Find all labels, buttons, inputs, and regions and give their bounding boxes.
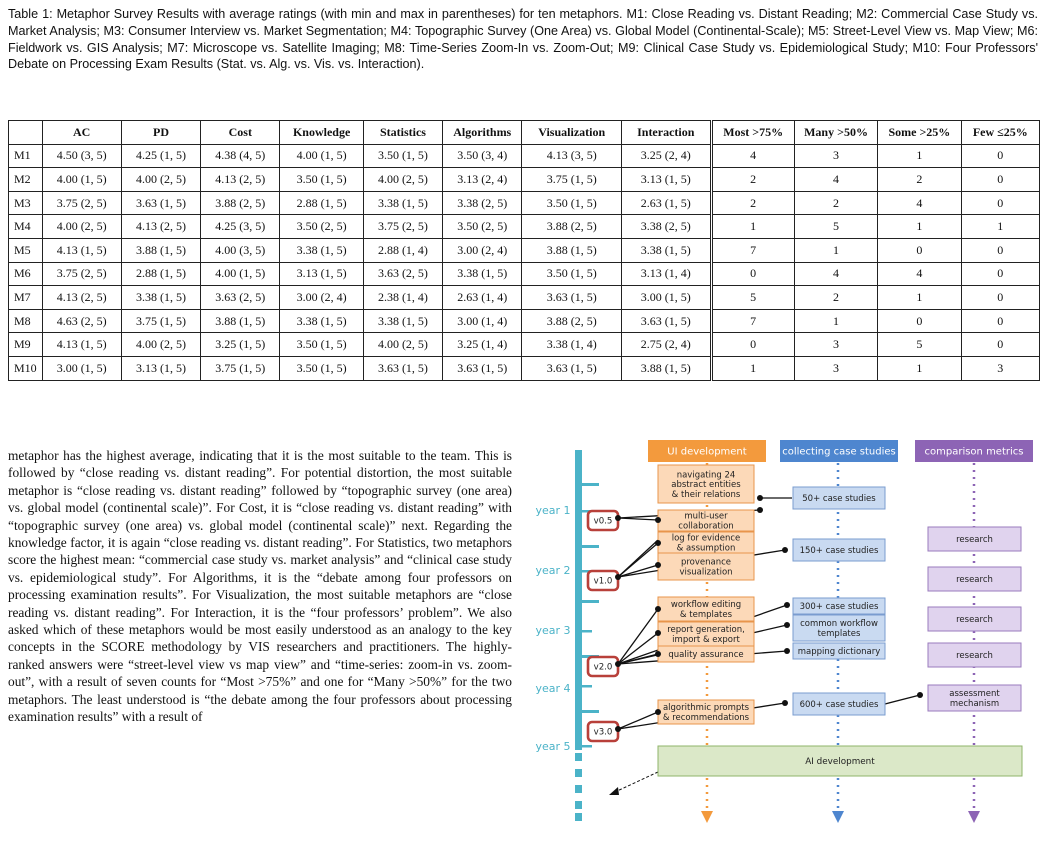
table-cell: 4.25 (3, 5) (201, 215, 280, 239)
table-cell: 4.00 (2, 5) (121, 333, 200, 357)
table-cell: 3.50 (1, 5) (363, 144, 442, 168)
table-cell: 3 (794, 356, 877, 380)
table-header (9, 121, 1040, 145)
row-label: M2 (9, 168, 43, 192)
table-cell: 2.75 (2, 4) (622, 333, 711, 357)
timeline-tick (582, 710, 599, 713)
table-cell: 3.50 (3, 4) (443, 144, 522, 168)
ui-item-label: quality assurance (668, 650, 744, 661)
table-cell: 0 (961, 333, 1039, 357)
table-row (9, 286, 1040, 310)
table-cell: 3.00 (2, 4) (280, 286, 363, 310)
year-label: year 4 (535, 681, 571, 695)
connector-dot (655, 606, 661, 612)
table-cell: 2 (711, 191, 794, 215)
table-cell: 0 (878, 309, 961, 333)
table-cell: 4.13 (1, 5) (42, 333, 121, 357)
table-cell: 7 (711, 238, 794, 262)
table-cell: 7 (711, 309, 794, 333)
connector-dot (655, 709, 661, 715)
connector-dot (757, 495, 763, 501)
column-header (9, 121, 43, 145)
row-label: M6 (9, 262, 43, 286)
table-cell: 1 (794, 309, 877, 333)
row-label: M4 (9, 215, 43, 239)
timeline-tick (582, 545, 599, 548)
metric-item-label: research (956, 575, 993, 586)
table-cell: 3.00 (1, 4) (443, 309, 522, 333)
row-label: M10 (9, 356, 43, 380)
connector-dot (655, 630, 661, 636)
table-cell: 4 (878, 191, 961, 215)
table-cell: 2.88 (1, 4) (363, 238, 442, 262)
table-cell: 5 (711, 286, 794, 310)
table-cell: 3.88 (2, 5) (522, 215, 622, 239)
table-cell: 3.63 (2, 5) (201, 286, 280, 310)
table-cell: 3.50 (1, 5) (280, 356, 363, 380)
table-row (9, 238, 1040, 262)
year-label: year 2 (535, 563, 571, 577)
table-cell: 3.63 (1, 5) (363, 356, 442, 380)
connector-dot (784, 622, 790, 628)
connector-dot (615, 574, 621, 580)
case-studies-header-label: collecting case studies (782, 446, 896, 458)
case-item-label: 300+ case studies (799, 602, 879, 613)
table-cell: 4 (878, 262, 961, 286)
table-cell: 3.50 (2, 5) (443, 215, 522, 239)
ui-item-label: report generation, import & export (667, 625, 745, 645)
metric-item-label: assessment mechanism (949, 689, 1000, 709)
table-cell: 0 (711, 333, 794, 357)
development-roadmap-diagram (525, 435, 1045, 825)
cases-lane-arrow (832, 811, 844, 823)
table-cell: 3.38 (1, 5) (121, 286, 200, 310)
connector-line (885, 695, 920, 704)
column-header: Interaction (622, 121, 711, 145)
table-cell: 3.88 (2, 5) (201, 191, 280, 215)
table-cell: 3.38 (1, 5) (280, 309, 363, 333)
table-cell: 3.63 (2, 5) (363, 262, 442, 286)
table-cell: 3.13 (1, 4) (622, 262, 711, 286)
table-cell: 0 (961, 144, 1039, 168)
table-cell: 3.63 (1, 5) (522, 356, 622, 380)
column-header: Cost (201, 121, 280, 145)
table-cell: 3.75 (2, 5) (42, 191, 121, 215)
table-cell: 3.38 (1, 5) (363, 191, 442, 215)
year-label: year 3 (535, 623, 571, 637)
column-header: Many >50% (794, 121, 877, 145)
table-cell: 1 (878, 356, 961, 380)
column-header: PD (121, 121, 200, 145)
ui-item-label: workflow editing & templates (670, 600, 742, 620)
table-cell: 2 (794, 286, 877, 310)
table-cell: 0 (961, 262, 1039, 286)
table-cell: 4.00 (3, 5) (201, 238, 280, 262)
table-cell: 0 (961, 168, 1039, 192)
table-cell: 3.25 (2, 4) (622, 144, 711, 168)
table-cell: 4.00 (2, 5) (363, 168, 442, 192)
row-label: M5 (9, 238, 43, 262)
table-row (9, 309, 1040, 333)
metric-item-label: research (956, 535, 993, 546)
table-cell: 3.13 (1, 5) (121, 356, 200, 380)
table-cell: 3.50 (1, 5) (280, 168, 363, 192)
table-cell: 4 (794, 168, 877, 192)
ui-item-label: log for evidence & assumption (671, 533, 741, 554)
connector-dot (655, 517, 661, 523)
table-cell: 4.50 (3, 5) (42, 144, 121, 168)
table-cell: 4.13 (2, 5) (42, 286, 121, 310)
table-cell: 3.75 (1, 5) (201, 356, 280, 380)
column-header: Few ≤25% (961, 121, 1039, 145)
table-cell: 3.50 (2, 5) (280, 215, 363, 239)
table-cell: 5 (794, 215, 877, 239)
table-cell: 1 (961, 215, 1039, 239)
table-cell: 1 (878, 215, 961, 239)
connector-dot (917, 692, 923, 698)
timeline-dash (575, 753, 582, 761)
table-cell: 4.00 (2, 5) (363, 333, 442, 357)
column-header: Some >25% (878, 121, 961, 145)
table-cell: 3.88 (1, 5) (121, 238, 200, 262)
table-cell: 3 (794, 144, 877, 168)
table-body (9, 144, 1040, 380)
table-cell: 2 (711, 168, 794, 192)
ui-development-header-label: UI development (667, 446, 747, 458)
ui-item-label: algorithmic prompts & recommendations (662, 703, 750, 723)
table-cell: 0 (961, 191, 1039, 215)
table-cell: 1 (878, 286, 961, 310)
table-row (9, 144, 1040, 168)
timeline-bar (575, 450, 582, 750)
table-cell: 0 (961, 309, 1039, 333)
table-cell: 3.38 (1, 4) (522, 333, 622, 357)
table-cell: 3.63 (1, 5) (443, 356, 522, 380)
table-row (9, 215, 1040, 239)
case-item-label: common workflow templates (800, 619, 878, 639)
table-cell: 3.88 (1, 5) (622, 356, 711, 380)
column-header: Knowledge (280, 121, 363, 145)
table-cell: 3.88 (2, 5) (522, 309, 622, 333)
ui-item-label: provenance visualization (679, 557, 733, 578)
table-cell: 3.50 (1, 5) (280, 333, 363, 357)
case-item-label: 50+ case studies (802, 494, 876, 505)
table-cell: 3 (794, 333, 877, 357)
connector-dot (655, 540, 661, 546)
timeline-tick (582, 630, 592, 633)
table-cell: 0 (711, 262, 794, 286)
table-cell: 2.63 (1, 4) (443, 286, 522, 310)
table-cell: 3.38 (2, 5) (622, 215, 711, 239)
row-label: M8 (9, 309, 43, 333)
timeline-tick (582, 745, 592, 748)
table-cell: 0 (878, 238, 961, 262)
table-cell: 1 (711, 356, 794, 380)
ui-item-label: multi-user collaboration (678, 511, 734, 532)
row-label: M3 (9, 191, 43, 215)
timeline-dash (575, 785, 582, 793)
case-item-label: mapping dictionary (797, 647, 881, 658)
table-cell: 2.88 (1, 5) (121, 262, 200, 286)
column-header: Algorithms (443, 121, 522, 145)
connector-dot (784, 602, 790, 608)
table-cell: 2.88 (1, 5) (280, 191, 363, 215)
timeline-tick (582, 685, 592, 688)
year-label: year 1 (535, 503, 571, 517)
connector-dot (655, 562, 661, 568)
table-cell: 3.75 (2, 5) (42, 262, 121, 286)
table-cell: 3.38 (2, 5) (443, 191, 522, 215)
table-cell: 0 (961, 286, 1039, 310)
table-cell: 4.63 (2, 5) (42, 309, 121, 333)
column-header: AC (42, 121, 121, 145)
table-cell: 3.38 (1, 5) (622, 238, 711, 262)
table-cell: 5 (878, 333, 961, 357)
case-item-label: 600+ case studies (799, 700, 879, 711)
table-cell: 3.88 (1, 5) (201, 309, 280, 333)
connector-dot (782, 700, 788, 706)
table-cell: 4.00 (1, 5) (280, 144, 363, 168)
table-cell: 3.38 (1, 5) (363, 309, 442, 333)
table-cell: 3.75 (1, 5) (121, 309, 200, 333)
table-caption: Table 1: Metaphor Survey Results with average ratings (with min and max in parentheses) for ten metaphors. M1: Close Reading vs. Distant Reading; M2: Commercial Case Study vs. Market Analysis; M3: Consumer Interview vs. Market Segmentation; M4: Topographic Survey (One Area) vs. Global Model (Continental-Scale); M5: Street-Level View vs. Map View; M6: Fieldwork vs. GIS Analysis; M7: Microscope vs. Satellite Imaging; M8: Time-Series Zoom-In vs. Zoom-Out; M9: Clinical Case Study vs. Epidemiological Study; M10: Four Professors' Debate on Processing Exam Results (Stat. vs. Alg. vs. Vis. vs. Interaction). (8, 7, 1038, 72)
timeline-dash (575, 813, 582, 821)
row-label: M1 (9, 144, 43, 168)
table-cell: 4 (711, 144, 794, 168)
connector-dot (782, 547, 788, 553)
table-row (9, 191, 1040, 215)
ui-item-label: navigating 24 abstract entities & their relations (671, 470, 741, 500)
table-cell: 4.13 (3, 5) (522, 144, 622, 168)
table-cell: 4.38 (4, 5) (201, 144, 280, 168)
table-cell: 3.88 (1, 5) (522, 238, 622, 262)
table-cell: 3.63 (1, 5) (121, 191, 200, 215)
body-paragraph: metaphor has the highest average, indicating that it is the most suitable to the team. This is followed by “close reading vs. distant reading”. For potential distortion, the most suitable metaphor is “close reading vs. distant reading” followed by “topographic survey (one area) vs. global model (continental scale)”. For Cost, it is “close reading vs. distant reading” with “topographic survey (one area) vs. global model (continental scale)” next. Regarding the knowledge factor, it is again “close reading vs. distant reading”. For Statistics, two metaphors score the highest mean: “commercial case study vs. market analysis” and “clinical case study vs. epidemiological study”. For Algorithms, it is the “debate among four professors on processing examination results”. For Visualization, the most suitable metaphors are “close reading vs. distant reading”. For Interaction, it is the “four professors’ problem”. We also asked which of these metaphors would be most easily understood as an analogy to the key concepts in the SCORE methodology by VIS researchers and practitioners. The highly-ranked answers were “street-level view vs map view” and “time-series: zoom-in vs. zoom-out”, with a result of seven counts for “Most >75%” and one for “Many >50%” for the two metaphors. The least understood is “the debate among the four professors about processing examination results” with a result of (8, 448, 512, 725)
table-cell: 3.25 (1, 5) (201, 333, 280, 357)
table-cell: 2 (878, 168, 961, 192)
table-cell: 3.00 (1, 5) (622, 286, 711, 310)
table-cell: 3.25 (1, 4) (443, 333, 522, 357)
ai-link-arrow (609, 787, 619, 795)
table-row (9, 333, 1040, 357)
table-cell: 3.75 (2, 5) (363, 215, 442, 239)
version-badge-label: v0.5 (593, 516, 613, 527)
table-cell: 3 (961, 356, 1039, 380)
version-badge-label: v2.0 (593, 662, 613, 673)
metric-item-label: research (956, 651, 993, 662)
connector-dot (615, 726, 621, 732)
table-cell: 1 (878, 144, 961, 168)
table-cell: 2.38 (1, 4) (363, 286, 442, 310)
table-cell: 3.00 (1, 5) (42, 356, 121, 380)
metrics-lane-arrow (968, 811, 980, 823)
table-cell: 4.00 (1, 5) (42, 168, 121, 192)
table-row (9, 168, 1040, 192)
column-header: Visualization (522, 121, 622, 145)
timeline-tick (582, 483, 599, 486)
row-label: M7 (9, 286, 43, 310)
table-cell: 3.38 (1, 5) (443, 262, 522, 286)
table-cell: 3.50 (1, 5) (522, 191, 622, 215)
comparison-metrics-header-label: comparison metrics (924, 446, 1024, 458)
ui-lane-arrow (701, 811, 713, 823)
table-cell: 3.00 (2, 4) (443, 238, 522, 262)
year-label: year 5 (535, 739, 571, 753)
version-badge-label: v1.0 (593, 576, 613, 587)
timeline-dash (575, 769, 582, 777)
table-cell: 3.13 (2, 4) (443, 168, 522, 192)
connector-dot (655, 651, 661, 657)
survey-results-table (8, 120, 1040, 381)
table-cell: 4.13 (2, 5) (121, 215, 200, 239)
table-cell: 4.13 (2, 5) (201, 168, 280, 192)
table-cell: 2 (794, 191, 877, 215)
table-cell: 3.63 (1, 5) (622, 309, 711, 333)
timeline-tick (582, 600, 599, 603)
table-cell: 0 (961, 238, 1039, 262)
column-header: Most >75% (711, 121, 794, 145)
table-cell: 1 (711, 215, 794, 239)
table-cell: 4.00 (2, 5) (42, 215, 121, 239)
ai-link (615, 772, 658, 792)
table-cell: 4.00 (2, 5) (121, 168, 200, 192)
connector-dot (757, 507, 763, 513)
row-label: M9 (9, 333, 43, 357)
timeline-dash (575, 801, 582, 809)
table-row (9, 262, 1040, 286)
table-cell: 4.00 (1, 5) (201, 262, 280, 286)
table-cell: 2.63 (1, 5) (622, 191, 711, 215)
table-cell: 1 (794, 238, 877, 262)
table-cell: 3.13 (1, 5) (280, 262, 363, 286)
table-row (9, 356, 1040, 380)
connector-dot (615, 661, 621, 667)
table-cell: 3.38 (1, 5) (280, 238, 363, 262)
table-cell: 3.50 (1, 5) (522, 262, 622, 286)
connector-dot (784, 648, 790, 654)
table-cell: 4.25 (1, 5) (121, 144, 200, 168)
column-header: Statistics (363, 121, 442, 145)
table-cell: 3.13 (1, 5) (622, 168, 711, 192)
version-badge-label: v3.0 (593, 727, 613, 738)
case-item-label: 150+ case studies (799, 546, 879, 557)
table-cell: 4 (794, 262, 877, 286)
table-cell: 3.63 (1, 5) (522, 286, 622, 310)
connector-dot (615, 515, 621, 521)
ai-development-bar-label: AI development (805, 757, 875, 768)
table-cell: 3.75 (1, 5) (522, 168, 622, 192)
table-cell: 4.13 (1, 5) (42, 238, 121, 262)
metric-item-label: research (956, 615, 993, 626)
